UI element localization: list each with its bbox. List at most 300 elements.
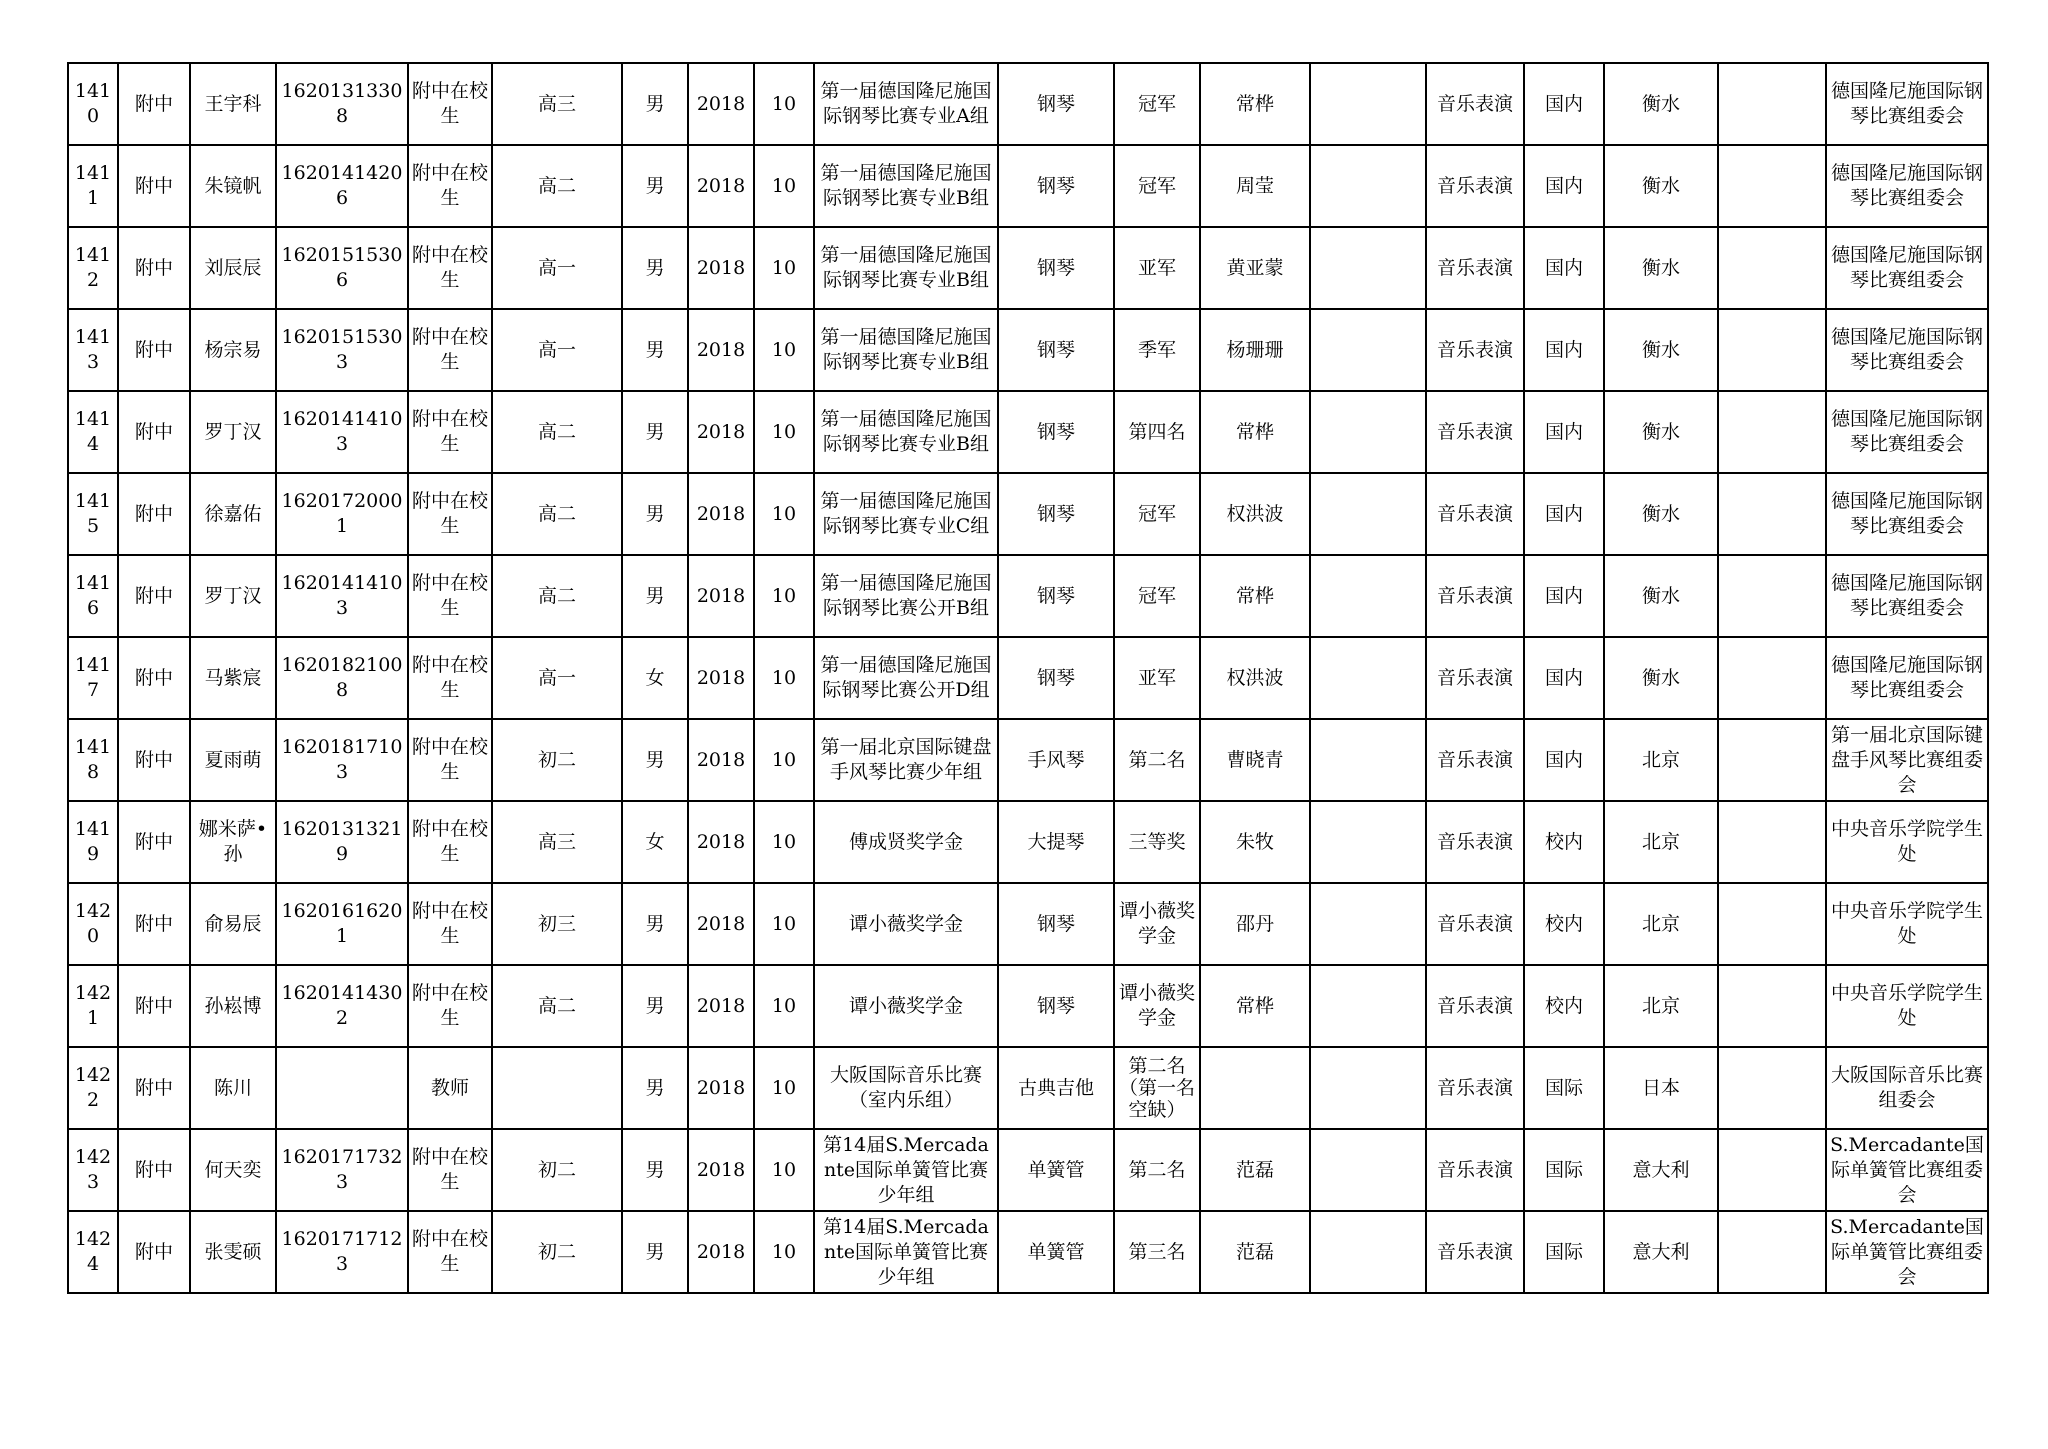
cell-year: 2018 <box>688 473 754 555</box>
cell-extra-2 <box>1718 719 1826 801</box>
cell-identity: 附中在校生 <box>408 63 492 145</box>
cell-year: 2018 <box>688 637 754 719</box>
cell-extra-2 <box>1718 1129 1826 1211</box>
cell-instrument: 单簧管 <box>998 1129 1114 1211</box>
cell-grade <box>492 1047 622 1129</box>
cell-extra-1 <box>1310 1047 1426 1129</box>
cell-student-id: 16201313308 <box>276 63 408 145</box>
cell-instructor: 曹晓青 <box>1200 719 1310 801</box>
cell-organizer: S.Mercadante国际单簧管比赛组委会 <box>1826 1129 1988 1211</box>
cell-location: 衡水 <box>1604 637 1718 719</box>
cell-student-id: 16201414206 <box>276 145 408 227</box>
cell-award: 三等奖 <box>1114 801 1200 883</box>
cell-extra-2 <box>1718 555 1826 637</box>
cell-major: 音乐表演 <box>1426 1211 1524 1293</box>
cell-competition-name: 第一届北京国际键盘手风琴比赛少年组 <box>814 719 998 801</box>
cell-extra-2 <box>1718 883 1826 965</box>
table-row <box>68 1129 1988 1211</box>
cell-row-number: 1412 <box>68 227 118 309</box>
table-row <box>68 1047 1988 1129</box>
cell-grade: 初三 <box>492 883 622 965</box>
cell-student-id: 16201313219 <box>276 801 408 883</box>
cell-award: 第二名（第一名空缺） <box>1114 1047 1200 1129</box>
cell-identity: 附中在校生 <box>408 391 492 473</box>
cell-year: 2018 <box>688 555 754 637</box>
cell-month: 10 <box>754 1129 814 1211</box>
cell-school-unit: 附中 <box>118 63 190 145</box>
cell-student-id: 16201821008 <box>276 637 408 719</box>
cell-year: 2018 <box>688 63 754 145</box>
cell-month: 10 <box>754 391 814 473</box>
cell-level: 校内 <box>1524 965 1604 1047</box>
cell-student-name: 杨宗易 <box>190 309 276 391</box>
cell-row-number: 1421 <box>68 965 118 1047</box>
cell-location: 北京 <box>1604 965 1718 1047</box>
cell-organizer: 中央音乐学院学生处 <box>1826 801 1988 883</box>
cell-award: 第二名 <box>1114 719 1200 801</box>
cell-major: 音乐表演 <box>1426 1129 1524 1211</box>
cell-school-unit: 附中 <box>118 145 190 227</box>
cell-grade: 高二 <box>492 473 622 555</box>
cell-organizer: 德国隆尼施国际钢琴比赛组委会 <box>1826 145 1988 227</box>
cell-school-unit: 附中 <box>118 965 190 1047</box>
table-body <box>68 63 1988 1293</box>
cell-level: 国内 <box>1524 63 1604 145</box>
cell-row-number: 1420 <box>68 883 118 965</box>
cell-major: 音乐表演 <box>1426 1047 1524 1129</box>
cell-identity: 附中在校生 <box>408 719 492 801</box>
cell-school-unit: 附中 <box>118 801 190 883</box>
cell-year: 2018 <box>688 391 754 473</box>
cell-instrument: 钢琴 <box>998 145 1114 227</box>
cell-award: 亚军 <box>1114 637 1200 719</box>
cell-school-unit: 附中 <box>118 227 190 309</box>
cell-school-unit: 附中 <box>118 1129 190 1211</box>
cell-award: 冠军 <box>1114 473 1200 555</box>
cell-major: 音乐表演 <box>1426 227 1524 309</box>
cell-instrument: 钢琴 <box>998 227 1114 309</box>
cell-month: 10 <box>754 555 814 637</box>
cell-organizer: S.Mercadante国际单簧管比赛组委会 <box>1826 1211 1988 1293</box>
table-row <box>68 473 1988 555</box>
cell-major: 音乐表演 <box>1426 63 1524 145</box>
cell-gender: 女 <box>622 637 688 719</box>
cell-location: 衡水 <box>1604 227 1718 309</box>
cell-identity: 附中在校生 <box>408 145 492 227</box>
cell-grade: 高二 <box>492 555 622 637</box>
cell-extra-1 <box>1310 965 1426 1047</box>
cell-row-number: 1414 <box>68 391 118 473</box>
cell-identity: 附中在校生 <box>408 473 492 555</box>
cell-row-number: 1424 <box>68 1211 118 1293</box>
cell-major: 音乐表演 <box>1426 391 1524 473</box>
cell-student-name: 俞易辰 <box>190 883 276 965</box>
cell-grade: 高一 <box>492 637 622 719</box>
cell-extra-1 <box>1310 1211 1426 1293</box>
cell-year: 2018 <box>688 719 754 801</box>
cell-competition-name: 谭小薇奖学金 <box>814 883 998 965</box>
cell-month: 10 <box>754 637 814 719</box>
cell-student-name: 陈川 <box>190 1047 276 1129</box>
cell-award: 冠军 <box>1114 145 1200 227</box>
cell-student-id: 16201817103 <box>276 719 408 801</box>
cell-extra-2 <box>1718 63 1826 145</box>
cell-grade: 初二 <box>492 1211 622 1293</box>
cell-identity: 附中在校生 <box>408 555 492 637</box>
cell-identity: 教师 <box>408 1047 492 1129</box>
cell-major: 音乐表演 <box>1426 145 1524 227</box>
cell-gender: 男 <box>622 473 688 555</box>
cell-instructor: 杨珊珊 <box>1200 309 1310 391</box>
cell-student-id: 16201717123 <box>276 1211 408 1293</box>
cell-location: 衡水 <box>1604 391 1718 473</box>
cell-student-name: 何天奕 <box>190 1129 276 1211</box>
cell-extra-1 <box>1310 145 1426 227</box>
cell-level: 校内 <box>1524 801 1604 883</box>
cell-row-number: 1417 <box>68 637 118 719</box>
cell-row-number: 1419 <box>68 801 118 883</box>
cell-extra-1 <box>1310 637 1426 719</box>
cell-major: 音乐表演 <box>1426 555 1524 637</box>
cell-competition-name: 第一届德国隆尼施国际钢琴比赛专业B组 <box>814 227 998 309</box>
cell-student-id <box>276 1047 408 1129</box>
cell-award: 第二名 <box>1114 1129 1200 1211</box>
cell-competition-name: 大阪国际音乐比赛（室内乐组） <box>814 1047 998 1129</box>
cell-major: 音乐表演 <box>1426 719 1524 801</box>
cell-instructor: 邵丹 <box>1200 883 1310 965</box>
cell-location: 北京 <box>1604 801 1718 883</box>
cell-organizer: 中央音乐学院学生处 <box>1826 883 1988 965</box>
cell-gender: 男 <box>622 309 688 391</box>
cell-major: 音乐表演 <box>1426 309 1524 391</box>
cell-extra-1 <box>1310 555 1426 637</box>
cell-student-name: 朱镜帆 <box>190 145 276 227</box>
cell-school-unit: 附中 <box>118 637 190 719</box>
cell-gender: 男 <box>622 883 688 965</box>
cell-extra-2 <box>1718 801 1826 883</box>
cell-location: 衡水 <box>1604 63 1718 145</box>
cell-student-name: 张雯硕 <box>190 1211 276 1293</box>
cell-month: 10 <box>754 883 814 965</box>
cell-school-unit: 附中 <box>118 719 190 801</box>
table-row <box>68 883 1988 965</box>
cell-organizer: 德国隆尼施国际钢琴比赛组委会 <box>1826 473 1988 555</box>
cell-student-id: 16201616201 <box>276 883 408 965</box>
cell-month: 10 <box>754 63 814 145</box>
cell-instrument: 钢琴 <box>998 391 1114 473</box>
cell-row-number: 1416 <box>68 555 118 637</box>
cell-extra-2 <box>1718 145 1826 227</box>
table-row <box>68 309 1988 391</box>
cell-school-unit: 附中 <box>118 391 190 473</box>
cell-location: 日本 <box>1604 1047 1718 1129</box>
cell-grade: 高二 <box>492 145 622 227</box>
cell-extra-1 <box>1310 801 1426 883</box>
table-row <box>68 637 1988 719</box>
cell-grade: 高三 <box>492 801 622 883</box>
cell-student-id: 16201515303 <box>276 309 408 391</box>
cell-grade: 高一 <box>492 227 622 309</box>
table-row <box>68 227 1988 309</box>
cell-identity: 附中在校生 <box>408 227 492 309</box>
cell-school-unit: 附中 <box>118 1211 190 1293</box>
cell-grade: 高三 <box>492 63 622 145</box>
cell-school-unit: 附中 <box>118 473 190 555</box>
cell-gender: 男 <box>622 965 688 1047</box>
cell-year: 2018 <box>688 1211 754 1293</box>
cell-gender: 男 <box>622 1047 688 1129</box>
cell-location: 意大利 <box>1604 1129 1718 1211</box>
cell-month: 10 <box>754 309 814 391</box>
cell-extra-2 <box>1718 965 1826 1047</box>
cell-instructor: 常桦 <box>1200 965 1310 1047</box>
cell-month: 10 <box>754 473 814 555</box>
cell-level: 国内 <box>1524 555 1604 637</box>
cell-month: 10 <box>754 145 814 227</box>
cell-school-unit: 附中 <box>118 555 190 637</box>
cell-level: 国内 <box>1524 473 1604 555</box>
cell-extra-2 <box>1718 637 1826 719</box>
cell-instrument: 钢琴 <box>998 637 1114 719</box>
cell-identity: 附中在校生 <box>408 1129 492 1211</box>
cell-student-name: 王宇科 <box>190 63 276 145</box>
cell-location: 衡水 <box>1604 145 1718 227</box>
cell-location: 衡水 <box>1604 555 1718 637</box>
cell-major: 音乐表演 <box>1426 883 1524 965</box>
cell-row-number: 1423 <box>68 1129 118 1211</box>
cell-instructor: 常桦 <box>1200 391 1310 473</box>
cell-instructor: 周莹 <box>1200 145 1310 227</box>
cell-level: 国际 <box>1524 1047 1604 1129</box>
cell-organizer: 德国隆尼施国际钢琴比赛组委会 <box>1826 637 1988 719</box>
cell-instrument: 手风琴 <box>998 719 1114 801</box>
cell-row-number: 1422 <box>68 1047 118 1129</box>
cell-competition-name: 第一届德国隆尼施国际钢琴比赛专业A组 <box>814 63 998 145</box>
cell-identity: 附中在校生 <box>408 883 492 965</box>
cell-extra-1 <box>1310 227 1426 309</box>
cell-competition-name: 第一届德国隆尼施国际钢琴比赛公开D组 <box>814 637 998 719</box>
cell-gender: 女 <box>622 801 688 883</box>
cell-student-name: 夏雨萌 <box>190 719 276 801</box>
cell-row-number: 1415 <box>68 473 118 555</box>
cell-instructor: 范磊 <box>1200 1211 1310 1293</box>
cell-instrument: 大提琴 <box>998 801 1114 883</box>
cell-competition-name: 第一届德国隆尼施国际钢琴比赛专业B组 <box>814 145 998 227</box>
cell-location: 北京 <box>1604 883 1718 965</box>
cell-level: 校内 <box>1524 883 1604 965</box>
cell-student-name: 娜米萨•孙 <box>190 801 276 883</box>
cell-year: 2018 <box>688 883 754 965</box>
cell-grade: 初二 <box>492 719 622 801</box>
cell-instructor: 权洪波 <box>1200 637 1310 719</box>
cell-student-name: 徐嘉佑 <box>190 473 276 555</box>
cell-level: 国内 <box>1524 637 1604 719</box>
cell-student-id: 16201515306 <box>276 227 408 309</box>
cell-row-number: 1413 <box>68 309 118 391</box>
cell-award: 谭小薇奖学金 <box>1114 883 1200 965</box>
cell-competition-name: 第14届S.Mercadante国际单簧管比赛少年组 <box>814 1129 998 1211</box>
cell-extra-1 <box>1310 309 1426 391</box>
cell-student-id: 16201414103 <box>276 391 408 473</box>
cell-instrument: 钢琴 <box>998 555 1114 637</box>
cell-organizer: 德国隆尼施国际钢琴比赛组委会 <box>1826 227 1988 309</box>
cell-organizer: 德国隆尼施国际钢琴比赛组委会 <box>1826 555 1988 637</box>
cell-identity: 附中在校生 <box>408 1211 492 1293</box>
cell-extra-2 <box>1718 1211 1826 1293</box>
cell-grade: 高一 <box>492 309 622 391</box>
cell-major: 音乐表演 <box>1426 473 1524 555</box>
cell-year: 2018 <box>688 145 754 227</box>
cell-year: 2018 <box>688 309 754 391</box>
cell-award: 第三名 <box>1114 1211 1200 1293</box>
cell-extra-2 <box>1718 1047 1826 1129</box>
cell-grade: 高二 <box>492 391 622 473</box>
table-row <box>68 63 1988 145</box>
cell-location: 衡水 <box>1604 309 1718 391</box>
cell-identity: 附中在校生 <box>408 801 492 883</box>
cell-row-number: 1418 <box>68 719 118 801</box>
cell-extra-2 <box>1718 473 1826 555</box>
cell-gender: 男 <box>622 227 688 309</box>
cell-instrument: 钢琴 <box>998 965 1114 1047</box>
cell-student-name: 马紫宸 <box>190 637 276 719</box>
cell-month: 10 <box>754 801 814 883</box>
cell-organizer: 德国隆尼施国际钢琴比赛组委会 <box>1826 391 1988 473</box>
cell-extra-2 <box>1718 227 1826 309</box>
cell-level: 国内 <box>1524 719 1604 801</box>
cell-identity: 附中在校生 <box>408 965 492 1047</box>
cell-award: 亚军 <box>1114 227 1200 309</box>
cell-grade: 初二 <box>492 1129 622 1211</box>
cell-identity: 附中在校生 <box>408 309 492 391</box>
cell-competition-name: 傅成贤奖学金 <box>814 801 998 883</box>
cell-grade: 高二 <box>492 965 622 1047</box>
cell-gender: 男 <box>622 145 688 227</box>
cell-instructor: 权洪波 <box>1200 473 1310 555</box>
cell-school-unit: 附中 <box>118 1047 190 1129</box>
cell-extra-2 <box>1718 309 1826 391</box>
cell-instrument: 钢琴 <box>998 63 1114 145</box>
cell-student-id: 16201414302 <box>276 965 408 1047</box>
cell-month: 10 <box>754 1047 814 1129</box>
cell-row-number: 1411 <box>68 145 118 227</box>
cell-organizer: 大阪国际音乐比赛组委会 <box>1826 1047 1988 1129</box>
cell-month: 10 <box>754 227 814 309</box>
cell-year: 2018 <box>688 1047 754 1129</box>
cell-year: 2018 <box>688 801 754 883</box>
cell-extra-1 <box>1310 719 1426 801</box>
cell-extra-1 <box>1310 473 1426 555</box>
cell-location: 意大利 <box>1604 1211 1718 1293</box>
cell-month: 10 <box>754 719 814 801</box>
cell-instructor: 常桦 <box>1200 555 1310 637</box>
cell-extra-2 <box>1718 391 1826 473</box>
cell-level: 国际 <box>1524 1129 1604 1211</box>
cell-level: 国内 <box>1524 145 1604 227</box>
cell-instructor: 常桦 <box>1200 63 1310 145</box>
cell-instrument: 钢琴 <box>998 473 1114 555</box>
cell-extra-1 <box>1310 63 1426 145</box>
table-row <box>68 145 1988 227</box>
cell-award: 冠军 <box>1114 555 1200 637</box>
cell-competition-name: 第一届德国隆尼施国际钢琴比赛公开B组 <box>814 555 998 637</box>
cell-gender: 男 <box>622 555 688 637</box>
cell-instructor: 朱牧 <box>1200 801 1310 883</box>
cell-level: 国内 <box>1524 391 1604 473</box>
cell-competition-name: 第一届德国隆尼施国际钢琴比赛专业B组 <box>814 309 998 391</box>
cell-major: 音乐表演 <box>1426 637 1524 719</box>
cell-school-unit: 附中 <box>118 883 190 965</box>
cell-extra-1 <box>1310 1129 1426 1211</box>
cell-gender: 男 <box>622 391 688 473</box>
cell-month: 10 <box>754 965 814 1047</box>
cell-competition-name: 第一届德国隆尼施国际钢琴比赛专业C组 <box>814 473 998 555</box>
cell-student-id: 16201414103 <box>276 555 408 637</box>
cell-gender: 男 <box>622 719 688 801</box>
cell-level: 国际 <box>1524 1211 1604 1293</box>
cell-organizer: 德国隆尼施国际钢琴比赛组委会 <box>1826 309 1988 391</box>
cell-award: 季军 <box>1114 309 1200 391</box>
awards-table <box>67 62 1989 1294</box>
cell-award: 谭小薇奖学金 <box>1114 965 1200 1047</box>
cell-month: 10 <box>754 1211 814 1293</box>
cell-school-unit: 附中 <box>118 309 190 391</box>
cell-major: 音乐表演 <box>1426 801 1524 883</box>
cell-instrument: 钢琴 <box>998 883 1114 965</box>
cell-level: 国内 <box>1524 227 1604 309</box>
cell-organizer: 中央音乐学院学生处 <box>1826 965 1988 1047</box>
cell-extra-1 <box>1310 883 1426 965</box>
cell-student-id: 16201717323 <box>276 1129 408 1211</box>
cell-major: 音乐表演 <box>1426 965 1524 1047</box>
cell-organizer: 德国隆尼施国际钢琴比赛组委会 <box>1826 63 1988 145</box>
cell-student-name: 刘辰辰 <box>190 227 276 309</box>
cell-gender: 男 <box>622 63 688 145</box>
table-row <box>68 555 1988 637</box>
cell-student-id: 16201720001 <box>276 473 408 555</box>
cell-student-name: 孙崧博 <box>190 965 276 1047</box>
cell-competition-name: 第14届S.Mercadante国际单簧管比赛少年组 <box>814 1211 998 1293</box>
cell-location: 衡水 <box>1604 473 1718 555</box>
cell-gender: 男 <box>622 1129 688 1211</box>
table-row <box>68 1211 1988 1293</box>
cell-award: 冠军 <box>1114 63 1200 145</box>
cell-student-name: 罗丁汉 <box>190 555 276 637</box>
cell-instructor: 范磊 <box>1200 1129 1310 1211</box>
cell-competition-name: 第一届德国隆尼施国际钢琴比赛专业B组 <box>814 391 998 473</box>
cell-instrument: 古典吉他 <box>998 1047 1114 1129</box>
cell-instrument: 单簧管 <box>998 1211 1114 1293</box>
cell-competition-name: 谭小薇奖学金 <box>814 965 998 1047</box>
cell-instructor <box>1200 1047 1310 1129</box>
cell-year: 2018 <box>688 1129 754 1211</box>
cell-award: 第四名 <box>1114 391 1200 473</box>
table-row <box>68 391 1988 473</box>
cell-gender: 男 <box>622 1211 688 1293</box>
cell-instructor: 黄亚蒙 <box>1200 227 1310 309</box>
cell-extra-1 <box>1310 391 1426 473</box>
cell-level: 国内 <box>1524 309 1604 391</box>
cell-year: 2018 <box>688 227 754 309</box>
cell-student-name: 罗丁汉 <box>190 391 276 473</box>
cell-instrument: 钢琴 <box>998 309 1114 391</box>
cell-row-number: 1410 <box>68 63 118 145</box>
cell-location: 北京 <box>1604 719 1718 801</box>
cell-organizer: 第一届北京国际键盘手风琴比赛组委会 <box>1826 719 1988 801</box>
cell-year: 2018 <box>688 965 754 1047</box>
table-row <box>68 801 1988 883</box>
cell-identity: 附中在校生 <box>408 637 492 719</box>
